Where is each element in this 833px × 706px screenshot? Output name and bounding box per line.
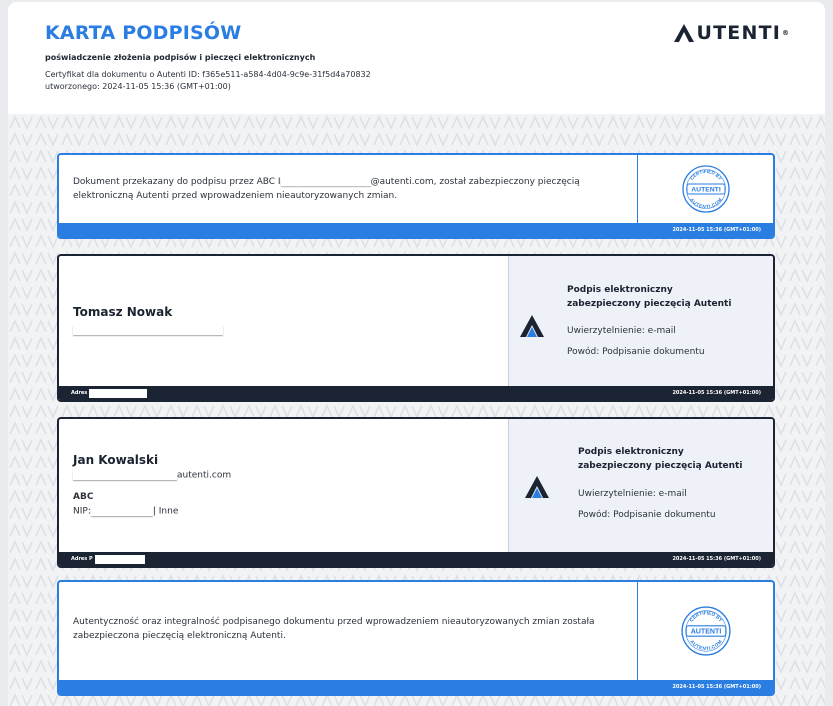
card-footer (59, 552, 773, 566)
authentication-method: Uwierzytelnienie: e-mail (567, 326, 676, 336)
seal-box (637, 155, 773, 223)
address-label: Adres P (71, 556, 93, 562)
timestamp: 2024-11-05 15:36 (GMT+01:00) (672, 556, 761, 562)
address (71, 389, 147, 398)
redacted-email (281, 177, 371, 186)
seal-box (637, 582, 773, 680)
certified-seal-icon (681, 164, 731, 214)
notice-line-1-prefix: Dokument przekazany do podpisu przez ABC I (73, 177, 281, 187)
svg-text:CERTIFIED BY: CERTIFIED BY (689, 611, 722, 624)
notice-text (73, 615, 595, 643)
created-date-line: utworzonego: 2024-11-05 15:36 (GMT+01:00) (45, 82, 231, 91)
address (71, 555, 145, 564)
seal-notice-card-bottom (57, 580, 775, 696)
card-footer (59, 386, 773, 400)
document-meta (45, 69, 825, 93)
autenti-a-icon (673, 23, 695, 43)
signature-details (508, 419, 773, 552)
signer-name: Jan Kowalski (73, 453, 159, 467)
authentication-method: Uwierzytelnienie: e-mail (578, 489, 687, 499)
notice-line-2: elektroniczną Autenti przed wprowadzeniem nieautoryzowanych zmian. (73, 191, 398, 201)
svg-text:CERTIFIED BY: CERTIFIED BY (688, 168, 723, 182)
svg-text:AUTENTI: AUTENTI (690, 628, 721, 636)
certificate-id-line: Certyfikat dla dokumentu o Autenti ID: f365e511-a584-4d04-9c9e-31f5d4a70832 (45, 70, 371, 79)
svg-text:AUTENTI: AUTENTI (690, 186, 721, 194)
signature-type (578, 445, 742, 473)
signing-reason: Powód: Podpisanie dokumentu (567, 347, 705, 357)
redacted-email (73, 470, 177, 480)
notice-line-1: Autentyczność oraz integralność podpisanego dokumentu przed wprowadzeniem nieautoryzowanych zmian została (73, 617, 595, 627)
page-title: KARTA PODPISÓW (45, 22, 242, 44)
signature-details (508, 256, 773, 386)
signature-card-page (8, 2, 825, 706)
signing-reason: Powód: Podpisanie dokumentu (578, 510, 716, 520)
svg-text:AUTENTI.COM: AUTENTI.COM (688, 197, 723, 210)
address-label: Adres (71, 390, 88, 396)
page-subtitle: poświadczenie złożenia podpisów i pieczęci elektronicznych (45, 53, 316, 62)
signer-email (73, 470, 231, 481)
nip-suffix: | Inne (152, 506, 179, 517)
autenti-signature-icon (524, 475, 550, 499)
signature-type-line-1: Podpis elektroniczny (567, 285, 673, 295)
signature-type-line-1: Podpis elektroniczny (578, 447, 684, 457)
email-suffix: autenti.com (177, 470, 232, 481)
signer-name: Tomasz Nowak (73, 305, 173, 319)
card-footer (59, 223, 773, 237)
notice-line-2: zabezpieczona pieczęcią elektroniczną Autenti. (73, 631, 286, 641)
signer-card-1 (57, 254, 775, 402)
redacted-nip (91, 506, 153, 516)
svg-text:AUTENTI.COM: AUTENTI.COM (687, 639, 724, 653)
card-footer (59, 680, 773, 694)
certified-seal-icon (680, 605, 732, 657)
logo-registered-mark: ® (782, 29, 789, 37)
company-nip (73, 506, 178, 517)
timestamp: 2024-11-05 15:36 (GMT+01:00) (672, 684, 761, 690)
signature-type (567, 283, 731, 311)
redacted-address (95, 555, 145, 564)
signer-card-2 (57, 417, 775, 568)
redacted-email (73, 325, 223, 335)
seal-notice-card-top (57, 153, 775, 239)
notice-line-1-suffix: @autenti.com, został zabezpieczony pieczęcią (370, 177, 580, 187)
redacted-address (89, 389, 147, 398)
notice-text (73, 175, 580, 203)
notice-line-1 (73, 175, 580, 189)
autenti-logo (673, 22, 790, 44)
autenti-signature-icon (519, 314, 545, 338)
header (8, 2, 825, 114)
signature-type-line-2: zabezpieczony pieczęcią Autenti (567, 299, 732, 309)
company-name: ABC (73, 492, 94, 502)
timestamp: 2024-11-05 15:36 (GMT+01:00) (672, 227, 761, 233)
logo-text: UTENTI (696, 22, 781, 44)
nip-label: NIP: (73, 506, 91, 517)
timestamp: 2024-11-05 15:36 (GMT+01:00) (672, 390, 761, 396)
signature-type-line-2: zabezpieczony pieczęcią Autenti (578, 461, 743, 471)
